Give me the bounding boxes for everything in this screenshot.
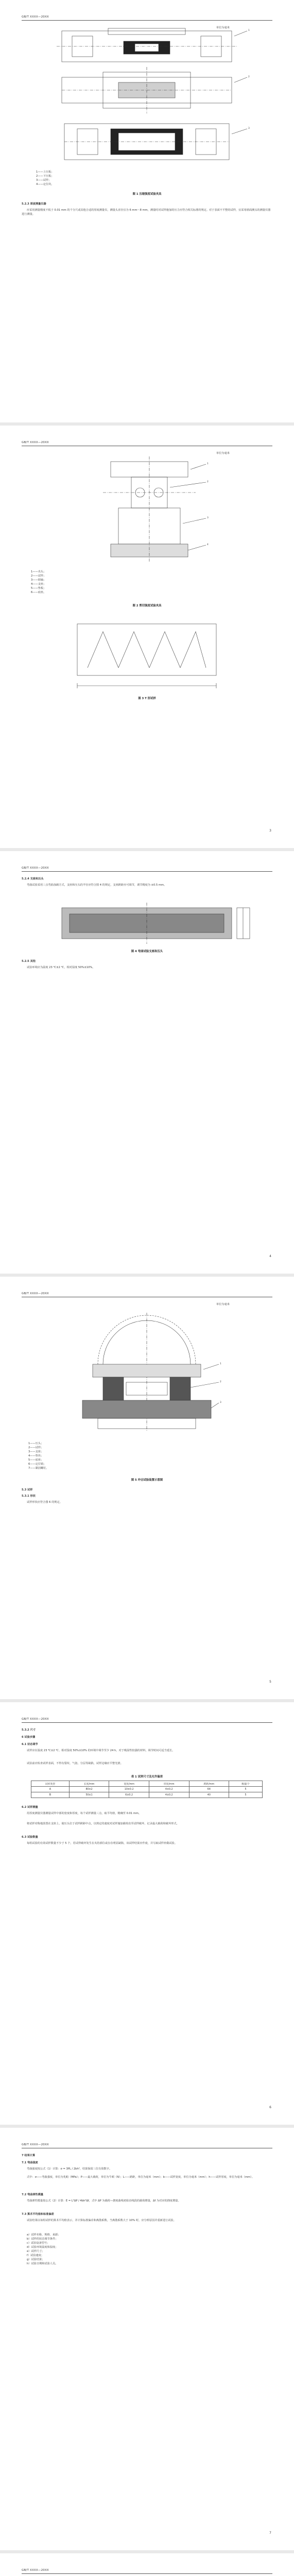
svg-text:1: 1 [220, 1363, 221, 1365]
table-header-row [31, 1781, 263, 1787]
subsection-heading: 6.1 状态调节 [22, 1743, 38, 1746]
svg-text:2: 2 [220, 1381, 221, 1383]
table-cell: B [31, 1792, 70, 1798]
table-cell: 4±0.2 [149, 1787, 189, 1792]
subsection-heading: 6.3 试验数量 [22, 1836, 38, 1839]
figure-caption: 图 4 弯曲试验支座和压头 [131, 950, 163, 953]
paragraph: 弯曲试验采用三点弯曲加载方式，支座和压头的半径应符合图 4 的规定，支座跨距应可调节，调节精度为 ±0.5 mm。 [27, 884, 167, 887]
table-title: 表 1 试样尺寸及允许偏差 [131, 1775, 163, 1778]
section-heading: 5.3.2 尺寸 [22, 1728, 36, 1732]
paragraph: 试样应在温度 23 ℃±2 ℃、相对湿度 50%±10% 的环境中调节至少 24 h。对于吸湿性较强的材料，调节时间可适当延长。 [27, 1749, 175, 1752]
paragraph: 每组试验的有效试样数量不少于 5 个。若试样破坏发生在夹持部位或存在明显缺陷，该试样结果应作废，并另取试样补做试验。 [27, 1842, 177, 1845]
subsection-heading: 7.3 算术平均值和标准偏差 [22, 2213, 54, 2216]
page-header: GB/T XXXX—20XX [22, 1292, 49, 1295]
table-cell: 50±1 [69, 1792, 109, 1798]
table-cell: 5 [229, 1787, 263, 1792]
page-header: GB/T XXXX—20XX [22, 1718, 49, 1721]
figure-caption: 图 2 剪切强度试验夹具 [132, 604, 162, 607]
legend-item: 4——垫块； [28, 1454, 44, 1458]
table-cell: 4±0.2 [149, 1792, 189, 1798]
table-cell: A [31, 1787, 70, 1792]
legend-item: 2——试样； [28, 1446, 44, 1449]
page-number: 6 [269, 2106, 271, 2109]
section-heading: 5.3 试样 [22, 1488, 33, 1492]
legend-item: 2——下压板； [36, 175, 54, 178]
page-header: GB/T XXXX—20XX [22, 15, 49, 19]
svg-text:3: 3 [248, 127, 250, 130]
page-4 [0, 1277, 294, 1699]
table-header-cell: 数量/个 [229, 1781, 263, 1787]
svg-text:1: 1 [207, 463, 209, 465]
table-cell: 40 [189, 1792, 229, 1798]
page-5 [0, 1702, 294, 2125]
list-item: d）试验环境温度和湿度； [27, 2246, 58, 2249]
legend-item: 1——压头； [28, 1442, 44, 1445]
table-header-cell: 试样类型 [31, 1781, 70, 1787]
legend-item: 1——上压板； [36, 171, 54, 174]
paragraph: 应采用测量精度不低于 0.01 mm 的千分尺或其他合适的厚度测量仪，测量头直径宜为 6 mm～8 mm，测量时对试样施加的压力应符合相关标准的规定。对于表面不平整的试样，宜采用球面测头的测量仪器进行测量。 [22, 209, 271, 216]
figure-caption: 图 3 T 形试样 [138, 697, 156, 700]
table-header-cell: 长度/mm [69, 1781, 109, 1787]
table-header-cell: 跨距/mm [189, 1781, 229, 1787]
legend-item: 5——底座； [28, 1459, 44, 1462]
list-item: b）试样的状态调节条件； [27, 2238, 58, 2241]
paragraph: 试验前应检查试样表面，不得有裂纹、气泡、分层等缺陷，试样边缘应平整光滑。 [27, 1762, 123, 1765]
paragraph: 试验结果以每组试样的算术平均值表示，并计算标准偏差和离散系数。当离散系数大于 10% 时，应分析原因并重新进行试验。 [27, 2219, 176, 2222]
svg-text:2: 2 [248, 76, 250, 78]
figure-caption: 图 5 冲击试验装置示意图 [131, 1479, 163, 1482]
legend-item: 4——支座； [31, 583, 46, 586]
table-row [31, 1787, 263, 1792]
figure-unit-note: 单位为毫米 [216, 26, 230, 29]
svg-text:3: 3 [207, 517, 209, 519]
table-header-cell: 厚度/mm [149, 1781, 189, 1787]
page-header: GB/T XXXX—20XX [22, 2569, 49, 2572]
legend-item: 2——试样； [31, 574, 46, 578]
bending-support-drawing [0, 851, 294, 1274]
figure-unit-note: 单位为毫米 [216, 1303, 230, 1306]
header-rule [22, 1722, 272, 1723]
legend-item: 3——试样； [36, 179, 51, 182]
paragraph: 弯曲弹性模量按公式（2）计算：E = L³ΔP / 4bh³Δf，式中 ΔP 为载荷—挠度曲线初始直线段的载荷增量，Δf 为对应的挠度增量。 [27, 2199, 181, 2202]
specimen-size-table [31, 1781, 263, 1798]
table-cell: 64 [189, 1787, 229, 1792]
svg-text:3: 3 [220, 1401, 221, 1404]
page-6 [0, 2128, 294, 2550]
table-cell: 80±2 [69, 1787, 109, 1792]
subsection-heading: 7.1 弯曲强度 [22, 2161, 38, 2164]
page-1 [0, 0, 294, 422]
page-header: GB/T XXXX—20XX [22, 2143, 49, 2146]
svg-text:1: 1 [248, 29, 250, 32]
list-item: a）试样名称、规格、来源； [27, 2233, 61, 2236]
paragraph: 用厚度测量仪器测量试样中部的宽度和厚度，每个试样测量三点，取平均值，精确至 0.01 mm。 [27, 1812, 142, 1815]
page-number: 3 [269, 829, 271, 833]
list-item: g）试验结果； [27, 2258, 45, 2261]
impact-apparatus-drawing [0, 1277, 294, 1699]
section-heading: 5.2.5 其他 [22, 960, 36, 963]
table-header-cell: 宽度/mm [109, 1781, 149, 1787]
section-heading: 5.2.3 厚度测量仪器 [22, 202, 46, 206]
page-header: GB/T XXXX—20XX [22, 441, 49, 444]
page-number: 5 [269, 1680, 271, 1684]
svg-text:4: 4 [207, 544, 209, 546]
legend-item: 6——定位销； [28, 1463, 46, 1466]
legend-item: 5——垫板； [31, 587, 46, 590]
legend-item: 6——底座。 [31, 591, 46, 594]
subsection-heading: 5.3.1 形状 [22, 1495, 36, 1498]
svg-text:2: 2 [207, 481, 209, 483]
page-7 [0, 2553, 294, 2576]
legend-item: 7——紧固螺钉。 [28, 1467, 49, 1470]
section-heading: 6 试验步骤 [22, 1736, 36, 1739]
figure-caption: 图 1 压缩强度试验夹具 [132, 193, 162, 196]
table-cell: 5 [229, 1792, 263, 1798]
page-header: GB/T XXXX—20XX [22, 867, 49, 870]
list-item: e）试样尺寸； [27, 2250, 45, 2253]
page-number: 4 [269, 1255, 271, 1258]
list-item: f）试验速度； [27, 2254, 44, 2257]
subsection-heading: 6.2 试样测量 [22, 1806, 38, 1809]
page-2 [0, 426, 294, 848]
shear-fixture-drawing [0, 426, 294, 848]
table-cell: 10±0.2 [109, 1787, 149, 1792]
legend-item: 4——定位块。 [36, 183, 54, 186]
list-item: h）试验日期和试验人员。 [27, 2262, 58, 2265]
legend-item: 3——支座； [28, 1450, 44, 1453]
paragraph: 试样形状应符合图 6 的规定。 [27, 1501, 62, 1504]
legend-item: 3——销轴； [31, 579, 46, 582]
section-heading: 5.2.4 支座和压头 [22, 877, 44, 880]
page-number: 7 [269, 2531, 271, 2535]
legend-item: 1——夹头； [31, 570, 46, 573]
section-heading: 7 结果计算 [22, 2154, 36, 2157]
list-item: c）试验设备型号； [27, 2242, 50, 2245]
table-row [31, 1792, 263, 1798]
paragraph: 试验环境应为温度 23 ℃±2 ℃，相对湿度 50%±10%。 [27, 966, 95, 969]
paragraph: 式中：σ——弯曲强度，单位为兆帕（MPa）；P——最大载荷，单位为牛顿（N）；L——跨距，单位为毫米（mm）；b——试样宽度，单位为毫米（mm）；h——试样厚度，单位为毫米（mm）。 [27, 2176, 254, 2179]
table-cell: 6±0.2 [109, 1792, 149, 1798]
paragraph: 将试样对称地放置在支座上，使压头位于试样跨距中点，以规定的速度对试样施加载荷直至试样破坏，记录最大载荷和破坏形式。 [27, 1822, 179, 1825]
header-rule [22, 2573, 272, 2574]
figure-unit-note: 单位为毫米 [216, 452, 230, 455]
paragraph: 弯曲强度按公式（1）计算：σ = 3PL / 2bh²，结果保留三位有效数字。 [27, 2167, 112, 2171]
subsection-heading: 7.2 弯曲弹性模量 [22, 2193, 44, 2196]
page-3 [0, 851, 294, 1274]
